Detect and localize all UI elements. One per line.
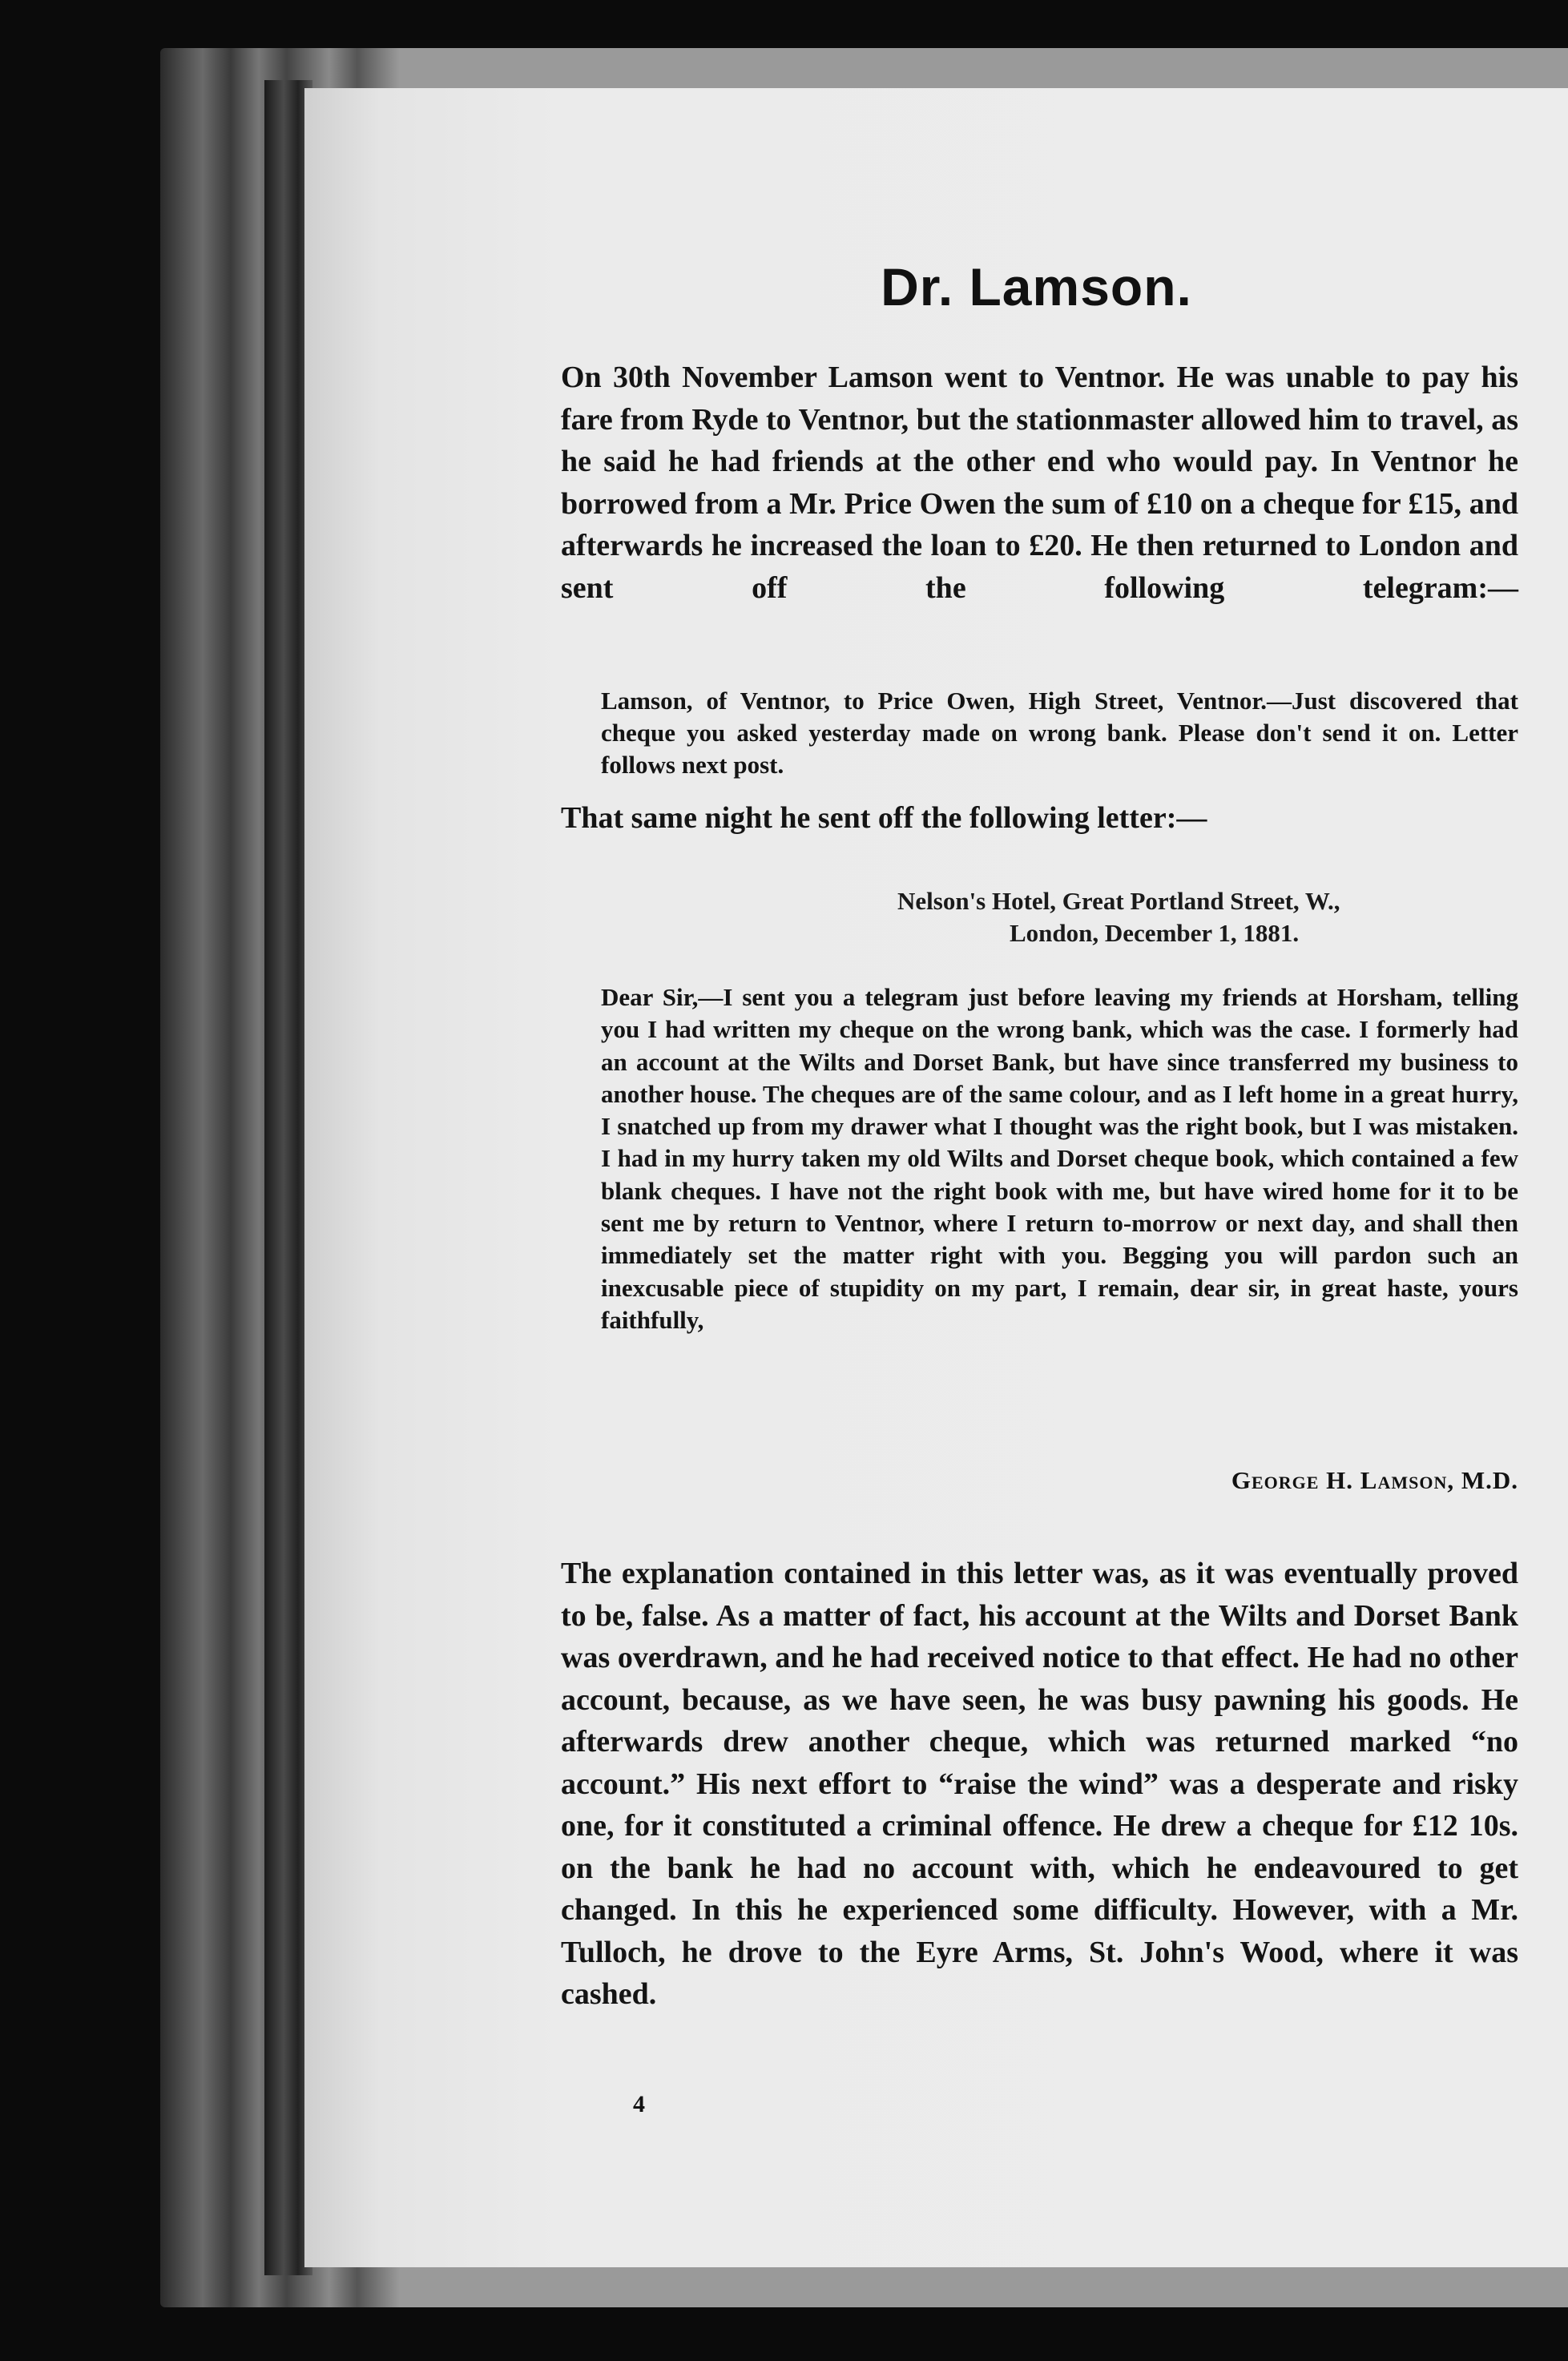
letter-address-line-2: London, December 1, 1881. [1010,919,1300,947]
page-title: Dr. Lamson. [881,257,1192,316]
telegram-text: Lamson, of Ventnor, to Price Owen, High Street, Ventnor.—Just discovered that cheque you asked yesterday made on wrong bank. Please don't send it on. Letter follows next post. [601,687,1518,779]
book-page [304,88,1568,2267]
paragraph-1: On 30th November Lamson went to Ventnor. He was unable to pay his fare from Ryde to Ventnor, but the stationmaster allowed him to travel, as he said he had friends at the other end who would pay. In Ventnor he borrowed from a Mr. Price Owen the sum of £10 on a cheque for £15, and afterwards he increased the loan to £20. He then returned to London and sent off the following telegram:— [561,361,1518,605]
page-number: 4 [633,2091,645,2117]
letter-address-line-1: Nelson's Hotel, Great Portland Street, W., [897,887,1340,915]
letter-address [897,885,1538,949]
paragraph-2: The explanation contained in this letter was, as it was eventually proved to be, false. As a matter of fact, his account at the Wilts and Dorset Bank was overdrawn, and he had received notice to that effect. He had no other account, because, as we have seen, he was busy pawning his goods. He afterwards drew another cheque, which was returned marked “no account.” His next effort to “raise the wind” was a desperate and risky one, for it constituted a criminal offence. He drew a cheque for £12 10s. on the bank he had no account with, which he endeavoured to get changed. In this he experienced some difficulty. However, with a Mr. Tulloch, he drove to the Eyre Arms, St. John's Wood, where it was cashed. [561,1557,1518,2011]
letter-body: Dear Sir,—I sent you a telegram just before leaving my friends at Horsham, telling you I had written my cheque on the wrong bank, which was the case. I formerly had an account at the Wilts and Dorset Bank, but have since transferred my business to another house. The cheques are of the same colour, and as I left home in a great hurry, I snatched up from my drawer what I thought was the right book, but I was mistaken. I had in my hurry taken my old Wilts and Dorset cheque book, which contained a few blank cheques. I have not the right book with me, but have wired home for it to be sent me by return to Ventnor, where I return to-morrow or next day, and shall then immediately set the matter right with you. Begging you will pardon such an inexcusable piece of stupidity on my part, I remain, dear sir, in great haste, yours faithfully, [601,983,1518,1334]
letter-intro: That same night he sent off the following letter:— [561,801,1207,835]
letter-signature: George H. Lamson, M.D. [1231,1466,1518,1494]
